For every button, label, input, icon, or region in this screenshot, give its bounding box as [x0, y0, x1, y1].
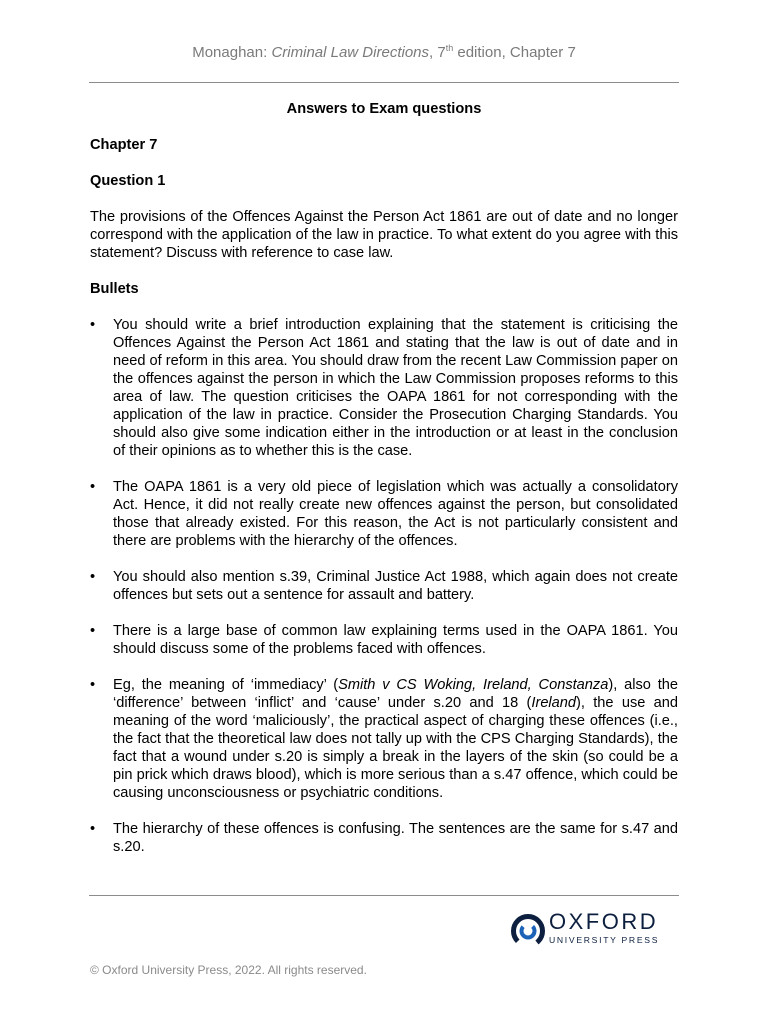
header-edition-rest: edition, Chapter 7: [453, 44, 576, 61]
bullet-icon: •: [90, 569, 96, 585]
list-item: [90, 568, 678, 604]
bullet-icon: •: [90, 821, 96, 837]
bullet-text: The hierarchy of these offences is confusing. The sentences are the same for s.47 and s.20.: [113, 821, 678, 855]
bullet-text: There is a large base of common law explaining terms used in the OAPA 1861. You should discuss some of the problems faced with offences.: [113, 623, 678, 657]
bullet-text-part: Eg, the meaning of ‘immediacy’ (: [113, 677, 339, 693]
bullet-text: The OAPA 1861 is a very old piece of legislation which was actually a consolidatory Act. Hence, it did not really create new offences against the person, but consolidated those that already existed. For this reason, the Act is not particularly consistent and there are problems with the hierarchy of the offences.: [113, 479, 678, 549]
list-item: [90, 478, 678, 550]
bullet-text: [113, 677, 678, 801]
bullet-text: You should also mention s.39, Criminal Justice Act 1988, which again does not create offences but sets out a sentence for assault and battery.: [113, 569, 678, 603]
bullet-text-part: ), the use and meaning of the word ‘maliciously’, the practical aspect of charging these offences (i.e., the fact that the theoretical law does not tally up with the CPS Charging Standards), the fact that a wound under s.20 is simply a break in the layers of the skin (so could be a pin prick which draws blood), which is more serious than a s.47 offence, which could be causing unconsciousness or psychiatric conditions.: [113, 695, 679, 801]
list-item: [90, 676, 678, 802]
header-edition: , 7: [429, 44, 446, 61]
footer-rule: [89, 895, 679, 896]
case-names: Ireland: [531, 695, 577, 711]
copyright-footer: © Oxford University Press, 2022. All rights reserved.: [90, 963, 367, 977]
logo-wordmark: [549, 910, 659, 946]
list-item: [90, 820, 678, 856]
header-author: Monaghan:: [192, 44, 272, 61]
logo-university-press: UNIVERSITY PRESS: [549, 935, 660, 945]
oup-logo-icon: [509, 911, 547, 951]
header-edition-suffix: th: [445, 43, 454, 53]
oxford-logo: [509, 910, 669, 952]
document-body: [90, 100, 678, 856]
chapter-heading: Chapter 7: [90, 137, 158, 153]
question-text: The provisions of the Offences Against the Person Act 1861 are out of date and no longer correspond with the application of the law in practice. To what extent do you agree with this statement? Discuss with reference to case law.: [90, 209, 678, 261]
bullet-icon: •: [90, 317, 96, 333]
bullet-icon: •: [90, 677, 96, 693]
list-item: [90, 622, 678, 658]
bullet-icon: •: [90, 479, 96, 495]
header-rule: [89, 82, 679, 83]
bullet-list: [90, 316, 678, 856]
logo-oxford: OXFORD: [549, 909, 659, 934]
bullet-text: You should write a brief introduction explaining that the statement is criticising the Offences Against the Person Act 1861 and stating that the law is out of date and in need of reform in this area. You should draw from the recent Law Commission paper on the offences against the person in which the Law Commission proposes reforms to this area of law. The question criticises the OAPA 1861 for not corresponding with the application of the law in practice. Consider the Prosecution Charging Standards. You should also give some indication either in the introduction or at least in the conclusion of their opinions as to whether this is the case.: [113, 317, 678, 459]
list-item: [90, 316, 678, 460]
bullets-heading: Bullets: [90, 281, 139, 297]
bullet-icon: •: [90, 623, 96, 639]
page-title: Answers to Exam questions: [286, 101, 482, 117]
question-heading: Question 1: [90, 173, 166, 189]
running-header: [0, 43, 768, 61]
case-names: Smith v CS Woking, Ireland, Constanza: [338, 677, 609, 693]
bullet-text-part: ), also the ‘difference’ between ‘inflict’ and ‘cause’ under s.20 and 18 (: [113, 677, 678, 711]
header-book-title: Criminal Law Directions: [271, 44, 429, 61]
